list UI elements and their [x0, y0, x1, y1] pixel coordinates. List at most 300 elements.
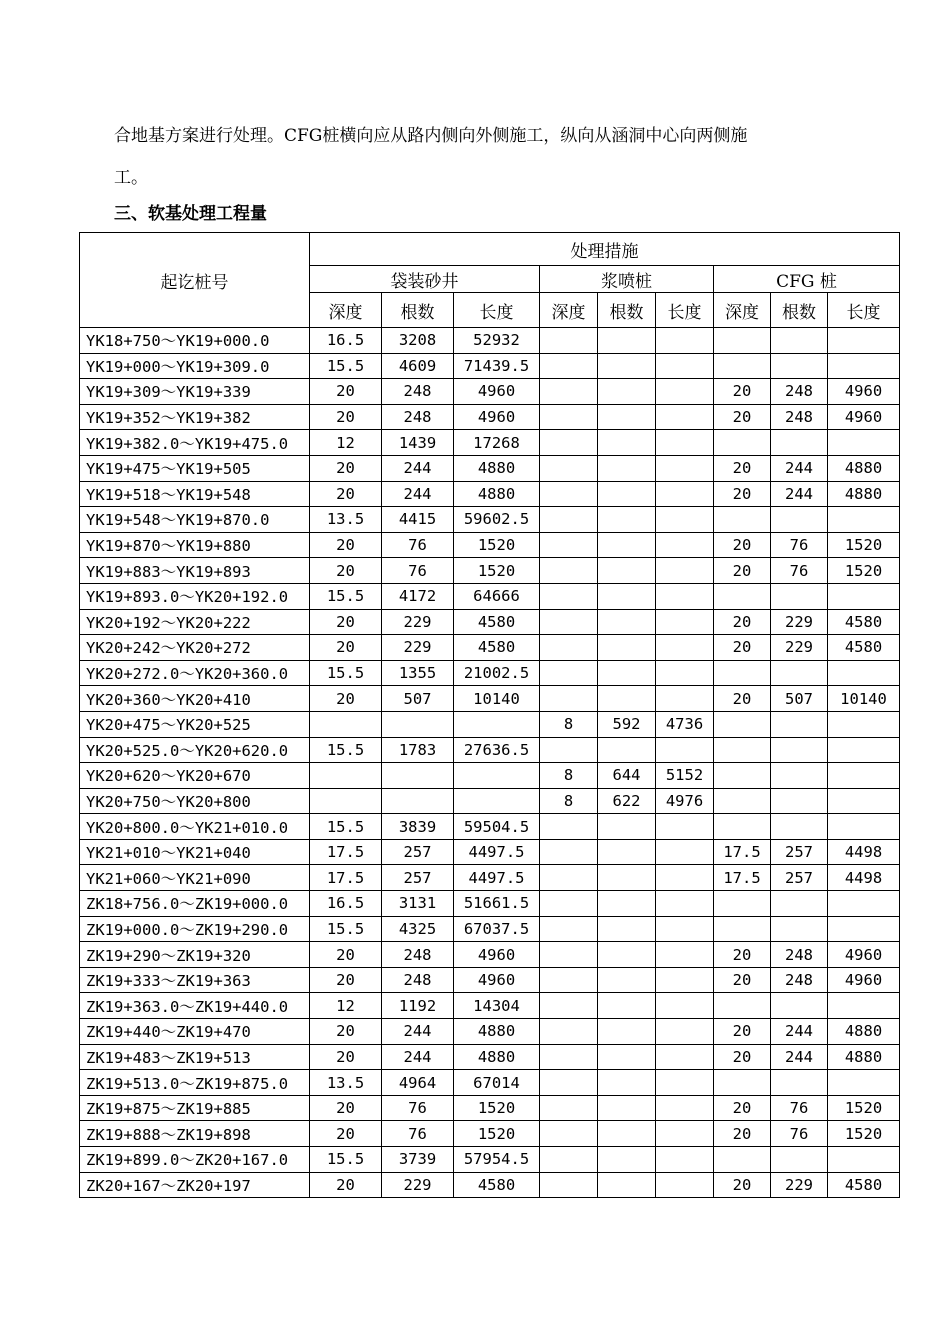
value-cell: 644: [598, 763, 656, 789]
range-cell: YK19+518～YK19+548: [80, 481, 310, 507]
value-cell: 76: [771, 1095, 828, 1121]
value-cell: 4964: [382, 1070, 454, 1096]
value-cell: 71439.5: [454, 353, 540, 379]
value-cell: 507: [382, 686, 454, 712]
value-cell: 17268: [454, 430, 540, 456]
value-cell: [656, 609, 714, 635]
value-cell: [828, 711, 900, 737]
value-cell: 13.5: [310, 1070, 382, 1096]
value-cell: 17.5: [714, 865, 771, 891]
table-row: [80, 481, 900, 507]
value-cell: 3839: [382, 814, 454, 840]
value-cell: 20: [310, 481, 382, 507]
value-cell: [540, 891, 598, 917]
value-cell: [828, 763, 900, 789]
subcol-header: 长度: [656, 293, 714, 328]
range-cell: ZK19+363.0～ZK19+440.0: [80, 993, 310, 1019]
value-cell: 248: [771, 379, 828, 405]
value-cell: [540, 481, 598, 507]
range-cell: YK20+525.0～YK20+620.0: [80, 737, 310, 763]
range-cell: YK20+360～YK20+410: [80, 686, 310, 712]
table-row: [80, 404, 900, 430]
value-cell: [598, 1019, 656, 1045]
value-cell: 4497.5: [454, 865, 540, 891]
value-cell: [540, 558, 598, 584]
value-cell: [656, 1044, 714, 1070]
value-cell: 244: [382, 1019, 454, 1045]
value-cell: [771, 993, 828, 1019]
value-cell: [454, 763, 540, 789]
value-cell: 229: [771, 609, 828, 635]
value-cell: 622: [598, 788, 656, 814]
table-row: [80, 1070, 900, 1096]
value-cell: [540, 942, 598, 968]
range-cell: YK20+192～YK20+222: [80, 609, 310, 635]
value-cell: 4960: [828, 404, 900, 430]
value-cell: [540, 814, 598, 840]
table-row: [80, 1095, 900, 1121]
value-cell: [771, 328, 828, 354]
value-cell: [598, 1121, 656, 1147]
value-cell: 8: [540, 711, 598, 737]
value-cell: 4960: [828, 379, 900, 405]
value-cell: [540, 1019, 598, 1045]
value-cell: 10140: [828, 686, 900, 712]
value-cell: 1355: [382, 660, 454, 686]
value-cell: [598, 1044, 656, 1070]
value-cell: [540, 455, 598, 481]
value-cell: 4880: [828, 455, 900, 481]
table-row: [80, 507, 900, 533]
value-cell: 4580: [454, 635, 540, 661]
value-cell: [656, 353, 714, 379]
value-cell: 4172: [382, 583, 454, 609]
value-cell: 4960: [454, 967, 540, 993]
value-cell: [656, 455, 714, 481]
value-cell: 76: [771, 558, 828, 584]
value-cell: 4960: [454, 942, 540, 968]
value-cell: [714, 711, 771, 737]
range-cell: YK19+352～YK19+382: [80, 404, 310, 430]
value-cell: [598, 532, 656, 558]
value-cell: 4960: [454, 379, 540, 405]
value-cell: 229: [382, 635, 454, 661]
range-cell: YK21+060～YK21+090: [80, 865, 310, 891]
table-row: [80, 865, 900, 891]
range-cell: ZK19+333～ZK19+363: [80, 967, 310, 993]
value-cell: 244: [382, 481, 454, 507]
value-cell: 76: [771, 532, 828, 558]
range-header: 起讫桩号: [80, 233, 310, 328]
table-row: [80, 686, 900, 712]
value-cell: [656, 481, 714, 507]
value-cell: [656, 1070, 714, 1096]
value-cell: [310, 788, 382, 814]
range-cell: ZK19+483～ZK19+513: [80, 1044, 310, 1070]
range-cell: ZK19+513.0～ZK19+875.0: [80, 1070, 310, 1096]
value-cell: [540, 967, 598, 993]
value-cell: [540, 865, 598, 891]
table-row: [80, 379, 900, 405]
value-cell: 52932: [454, 328, 540, 354]
value-cell: [828, 1070, 900, 1096]
value-cell: [656, 558, 714, 584]
value-cell: 244: [382, 455, 454, 481]
value-cell: [310, 763, 382, 789]
value-cell: [540, 583, 598, 609]
value-cell: [656, 1019, 714, 1045]
value-cell: [828, 328, 900, 354]
soft-foundation-table: [79, 232, 900, 1198]
table-row: [80, 353, 900, 379]
table-row: [80, 1172, 900, 1198]
value-cell: [598, 430, 656, 456]
value-cell: [771, 814, 828, 840]
range-cell: YK19+309～YK19+339: [80, 379, 310, 405]
table-row: [80, 1121, 900, 1147]
value-cell: 1520: [828, 532, 900, 558]
value-cell: 20: [310, 455, 382, 481]
value-cell: [771, 891, 828, 917]
value-cell: 257: [771, 865, 828, 891]
value-cell: 15.5: [310, 1147, 382, 1173]
value-cell: 248: [771, 967, 828, 993]
value-cell: [771, 763, 828, 789]
body-paragraph: [114, 115, 854, 199]
value-cell: 244: [771, 1019, 828, 1045]
value-cell: 20: [310, 532, 382, 558]
value-cell: 16.5: [310, 891, 382, 917]
value-cell: 20: [714, 686, 771, 712]
value-cell: [598, 942, 656, 968]
value-cell: [598, 507, 656, 533]
value-cell: 257: [771, 839, 828, 865]
value-cell: [598, 353, 656, 379]
value-cell: 244: [771, 1044, 828, 1070]
value-cell: 8: [540, 763, 598, 789]
value-cell: [828, 353, 900, 379]
table-row: [80, 916, 900, 942]
table-row: [80, 1044, 900, 1070]
value-cell: [714, 1070, 771, 1096]
value-cell: [540, 379, 598, 405]
value-cell: 20: [714, 379, 771, 405]
value-cell: [656, 404, 714, 430]
value-cell: [828, 993, 900, 1019]
value-cell: 20: [714, 1044, 771, 1070]
table-row: [80, 455, 900, 481]
value-cell: 3131: [382, 891, 454, 917]
value-cell: 507: [771, 686, 828, 712]
value-cell: [656, 1095, 714, 1121]
value-cell: 4498: [828, 865, 900, 891]
value-cell: [540, 916, 598, 942]
table-row: [80, 711, 900, 737]
value-cell: [771, 660, 828, 686]
table-row: [80, 942, 900, 968]
value-cell: 20: [714, 1121, 771, 1147]
value-cell: [656, 507, 714, 533]
value-cell: [656, 814, 714, 840]
value-cell: 17.5: [714, 839, 771, 865]
value-cell: 20: [714, 609, 771, 635]
table-row: [80, 660, 900, 686]
value-cell: [771, 788, 828, 814]
value-cell: 4580: [454, 609, 540, 635]
value-cell: [656, 430, 714, 456]
value-cell: [714, 328, 771, 354]
subcol-header: 深度: [714, 293, 771, 328]
value-cell: 8: [540, 788, 598, 814]
value-cell: [454, 788, 540, 814]
value-cell: 592: [598, 711, 656, 737]
value-cell: 4880: [828, 1044, 900, 1070]
value-cell: [656, 737, 714, 763]
value-cell: [656, 1147, 714, 1173]
value-cell: 4580: [828, 1172, 900, 1198]
value-cell: [454, 711, 540, 737]
value-cell: [598, 481, 656, 507]
range-cell: YK20+800.0～YK21+010.0: [80, 814, 310, 840]
value-cell: 20: [310, 558, 382, 584]
method-header-cfg-pile: CFG 桩: [714, 266, 900, 293]
range-cell: YK19+893.0～YK20+192.0: [80, 583, 310, 609]
value-cell: 13.5: [310, 507, 382, 533]
range-cell: ZK19+440～ZK19+470: [80, 1019, 310, 1045]
value-cell: [771, 1147, 828, 1173]
value-cell: [714, 891, 771, 917]
value-cell: 1439: [382, 430, 454, 456]
value-cell: [540, 635, 598, 661]
subcol-header: 深度: [540, 293, 598, 328]
value-cell: 15.5: [310, 916, 382, 942]
range-cell: YK20+475～YK20+525: [80, 711, 310, 737]
value-cell: 248: [771, 404, 828, 430]
value-cell: [598, 379, 656, 405]
value-cell: 16.5: [310, 328, 382, 354]
value-cell: [598, 916, 656, 942]
value-cell: 76: [771, 1121, 828, 1147]
value-cell: [598, 558, 656, 584]
value-cell: 12: [310, 430, 382, 456]
value-cell: [310, 711, 382, 737]
value-cell: 4960: [828, 942, 900, 968]
value-cell: 20: [310, 942, 382, 968]
value-cell: [771, 430, 828, 456]
value-cell: 27636.5: [454, 737, 540, 763]
value-cell: [771, 737, 828, 763]
value-cell: 15.5: [310, 814, 382, 840]
range-cell: YK19+382.0～YK19+475.0: [80, 430, 310, 456]
value-cell: [714, 660, 771, 686]
value-cell: 20: [310, 1095, 382, 1121]
value-cell: [771, 916, 828, 942]
value-cell: 244: [771, 455, 828, 481]
value-cell: 1520: [828, 1121, 900, 1147]
table-row: [80, 814, 900, 840]
value-cell: 15.5: [310, 660, 382, 686]
value-cell: 4736: [656, 711, 714, 737]
value-cell: 1520: [454, 532, 540, 558]
value-cell: 4325: [382, 916, 454, 942]
range-cell: YK19+000～YK19+309.0: [80, 353, 310, 379]
value-cell: [828, 788, 900, 814]
value-cell: 76: [382, 558, 454, 584]
value-cell: 15.5: [310, 737, 382, 763]
value-cell: 4580: [454, 1172, 540, 1198]
value-cell: 20: [714, 942, 771, 968]
value-cell: [714, 583, 771, 609]
value-cell: 4880: [454, 1019, 540, 1045]
value-cell: [656, 916, 714, 942]
value-cell: [598, 737, 656, 763]
table-row: [80, 430, 900, 456]
value-cell: [540, 328, 598, 354]
value-cell: [382, 711, 454, 737]
table-row: [80, 609, 900, 635]
value-cell: 248: [382, 379, 454, 405]
subcol-header: 根数: [771, 293, 828, 328]
range-cell: ZK19+290～ZK19+320: [80, 942, 310, 968]
value-cell: [598, 328, 656, 354]
value-cell: [598, 686, 656, 712]
value-cell: 4880: [828, 1019, 900, 1045]
value-cell: 1520: [454, 1095, 540, 1121]
value-cell: [540, 839, 598, 865]
value-cell: [714, 1147, 771, 1173]
value-cell: 20: [714, 558, 771, 584]
value-cell: 21002.5: [454, 660, 540, 686]
paragraph-line-1: 合地基方案进行处理。CFG桩横向应从路内侧向外侧施工，纵向从涵洞中心向两侧施: [114, 126, 748, 146]
value-cell: [598, 1147, 656, 1173]
value-cell: 4976: [656, 788, 714, 814]
range-cell: YK20+242～YK20+272: [80, 635, 310, 661]
value-cell: 20: [310, 1019, 382, 1045]
table-row: [80, 891, 900, 917]
value-cell: [771, 711, 828, 737]
value-cell: 4880: [454, 1044, 540, 1070]
value-cell: 64666: [454, 583, 540, 609]
value-cell: 20: [714, 1019, 771, 1045]
group-header: 处理措施: [310, 233, 900, 266]
method-header-sand-well: 袋装砂井: [310, 266, 540, 293]
range-cell: YK19+883～YK19+893: [80, 558, 310, 584]
range-cell: ZK19+888～ZK19+898: [80, 1121, 310, 1147]
paragraph-line-2: 工。: [114, 168, 148, 188]
value-cell: [598, 1172, 656, 1198]
value-cell: [828, 891, 900, 917]
value-cell: 67014: [454, 1070, 540, 1096]
value-cell: [540, 1095, 598, 1121]
range-cell: ZK19+000.0～ZK19+290.0: [80, 916, 310, 942]
value-cell: 257: [382, 839, 454, 865]
value-cell: [828, 916, 900, 942]
value-cell: 4415: [382, 507, 454, 533]
value-cell: [656, 532, 714, 558]
value-cell: [714, 916, 771, 942]
value-cell: [598, 967, 656, 993]
value-cell: 4960: [454, 404, 540, 430]
value-cell: [828, 583, 900, 609]
value-cell: 20: [714, 967, 771, 993]
value-cell: [598, 583, 656, 609]
table-row: [80, 763, 900, 789]
value-cell: 20: [714, 455, 771, 481]
value-cell: 20: [714, 1095, 771, 1121]
table-row: [80, 737, 900, 763]
value-cell: [540, 609, 598, 635]
table-row: [80, 839, 900, 865]
value-cell: [656, 993, 714, 1019]
value-cell: 1783: [382, 737, 454, 763]
table-row: [80, 532, 900, 558]
value-cell: 20: [714, 532, 771, 558]
value-cell: [828, 1147, 900, 1173]
table-row: [80, 993, 900, 1019]
value-cell: [828, 507, 900, 533]
value-cell: [540, 532, 598, 558]
value-cell: 4880: [454, 455, 540, 481]
range-cell: YK18+750～YK19+000.0: [80, 328, 310, 354]
value-cell: 20: [310, 404, 382, 430]
subcol-header: 根数: [382, 293, 454, 328]
table-row: [80, 583, 900, 609]
subcol-header: 深度: [310, 293, 382, 328]
value-cell: 20: [310, 379, 382, 405]
range-cell: YK19+870～YK19+880: [80, 532, 310, 558]
value-cell: [714, 353, 771, 379]
method-header-grout-pile: 浆喷桩: [540, 266, 714, 293]
value-cell: [540, 660, 598, 686]
value-cell: [771, 353, 828, 379]
value-cell: 20: [310, 1172, 382, 1198]
value-cell: 4880: [828, 481, 900, 507]
value-cell: 15.5: [310, 583, 382, 609]
value-cell: 3739: [382, 1147, 454, 1173]
value-cell: 257: [382, 865, 454, 891]
value-cell: [656, 942, 714, 968]
value-cell: [714, 737, 771, 763]
range-cell: YK19+548～YK19+870.0: [80, 507, 310, 533]
value-cell: [771, 583, 828, 609]
value-cell: 59504.5: [454, 814, 540, 840]
value-cell: [598, 814, 656, 840]
value-cell: 1192: [382, 993, 454, 1019]
value-cell: [598, 1095, 656, 1121]
value-cell: 14304: [454, 993, 540, 1019]
value-cell: [540, 404, 598, 430]
value-cell: 76: [382, 1095, 454, 1121]
value-cell: 67037.5: [454, 916, 540, 942]
value-cell: [540, 1147, 598, 1173]
value-cell: 20: [714, 481, 771, 507]
value-cell: [540, 353, 598, 379]
value-cell: 248: [382, 404, 454, 430]
value-cell: [656, 328, 714, 354]
range-cell: YK20+620～YK20+670: [80, 763, 310, 789]
value-cell: 248: [382, 942, 454, 968]
value-cell: [540, 430, 598, 456]
table-row: [80, 558, 900, 584]
value-cell: 17.5: [310, 839, 382, 865]
value-cell: [598, 993, 656, 1019]
value-cell: [598, 404, 656, 430]
value-cell: 3208: [382, 328, 454, 354]
value-cell: 1520: [454, 558, 540, 584]
value-cell: [656, 686, 714, 712]
range-cell: YK19+475～YK19+505: [80, 455, 310, 481]
range-cell: YK20+750～YK20+800: [80, 788, 310, 814]
